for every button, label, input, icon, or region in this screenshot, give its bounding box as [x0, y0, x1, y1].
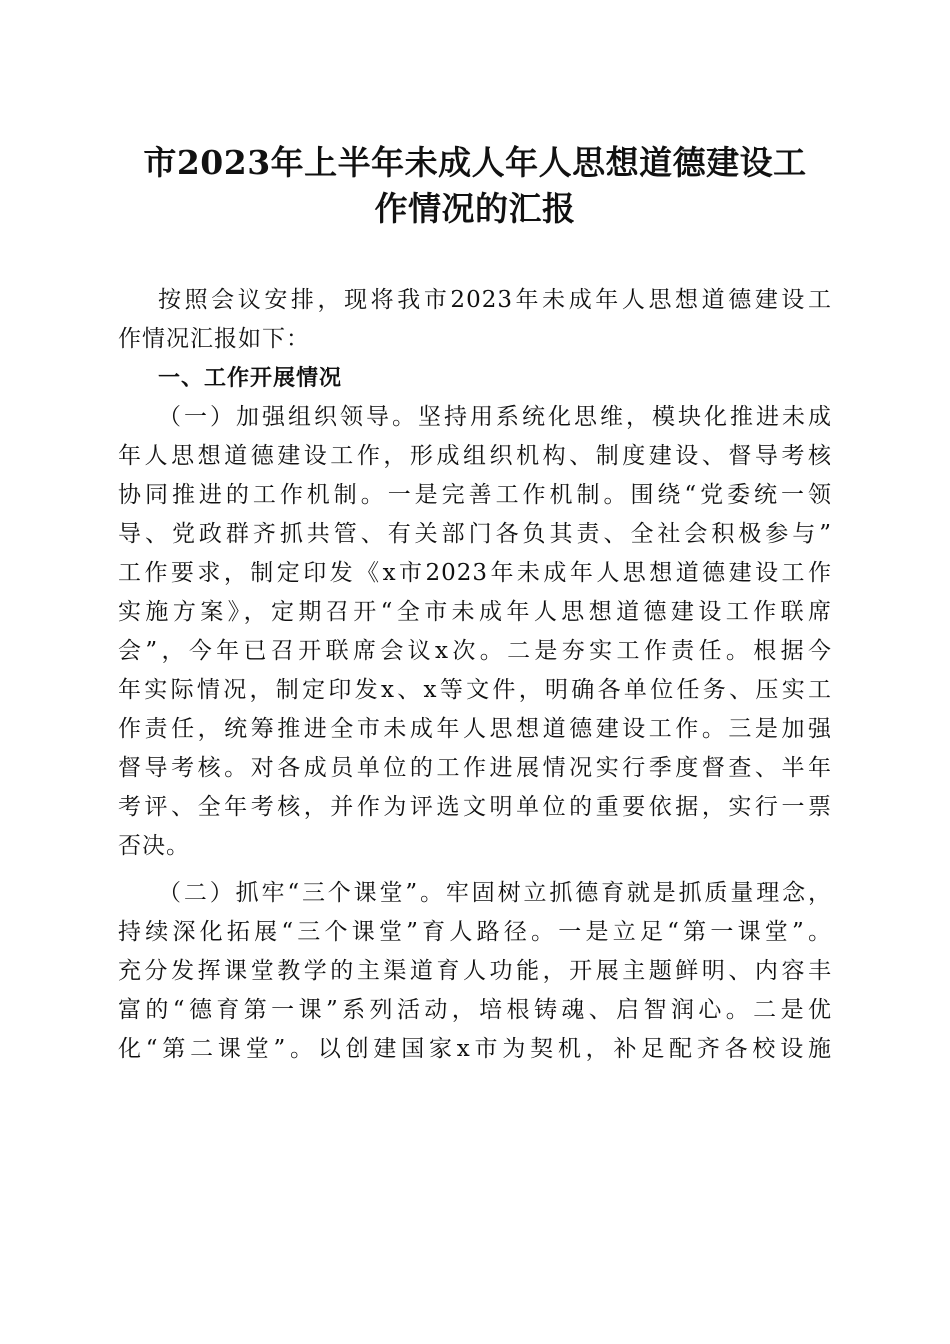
text-line: 实施方案》，定期召开“全市未成年人思想道德建设工作联席: [118, 599, 832, 625]
text-line: 年实际情况，制定印发x、x等文件，明确各单位任务、压实工: [118, 677, 832, 703]
title-line-2: 作情况的汇报: [374, 189, 576, 228]
document-body: [118, 281, 832, 1069]
intro-paragraph: [118, 281, 832, 359]
text-line: 会”，今年已召开联席会议x次。二是夯实工作责任。根据今: [118, 638, 832, 664]
text-line: 充分发挥课堂教学的主渠道育人功能，开展主题鲜明、内容丰: [118, 958, 832, 984]
text-line: 按照会议安排，现将我市2023年未成年人思想道德建设工: [158, 287, 832, 313]
text-line: 作责任，统筹推进全市未成年人思想道德建设工作。三是加强: [118, 716, 832, 742]
text-line: （二）抓牢“三个课堂”。牢固树立抓德育就是抓质量理念，: [158, 880, 832, 906]
text-line: 协同推进的工作机制。一是完善工作机制。围绕“党委统一领: [118, 482, 832, 508]
text-line: 作情况汇报如下：: [118, 326, 310, 352]
title-line-1: 市2023年上半年未成人年人思想道德建设工: [143, 143, 807, 182]
document-title: [100, 140, 850, 232]
text-line: 考评、全年考核，并作为评选文明单位的重要依据，实行一票: [118, 794, 832, 820]
section-heading: 一、工作开展情况: [158, 366, 343, 391]
text-line: 富的“德育第一课”系列活动，培根铸魂、启智润心。二是优: [118, 997, 832, 1023]
paragraph-gap: [118, 866, 832, 874]
text-line: 督导考核。对各成员单位的工作进展情况实行季度督查、半年: [118, 755, 832, 781]
text-line: 化“第二课堂”。以创建国家x市为契机，补足配齐各校设施: [118, 1036, 832, 1062]
text-line: （一）加强组织领导。坚持用系统化思维，模块化推进未成: [158, 404, 832, 430]
text-line: 工作要求，制定印发《x市2023年未成年人思想道德建设工作: [118, 560, 832, 586]
text-line: 持续深化拓展“三个课堂”育人路径。一是立足“第一课堂”。: [118, 919, 832, 945]
paragraph-organization: [118, 398, 832, 866]
text-line: 否决。: [118, 833, 190, 859]
paragraph-three-classrooms: [118, 874, 832, 1069]
text-line: 导、党政群齐抓共管、有关部门各负其责、全社会积极参与”: [118, 521, 832, 547]
text-line: 年人思想道德建设工作，形成组织机构、制度建设、督导考核: [118, 443, 832, 469]
